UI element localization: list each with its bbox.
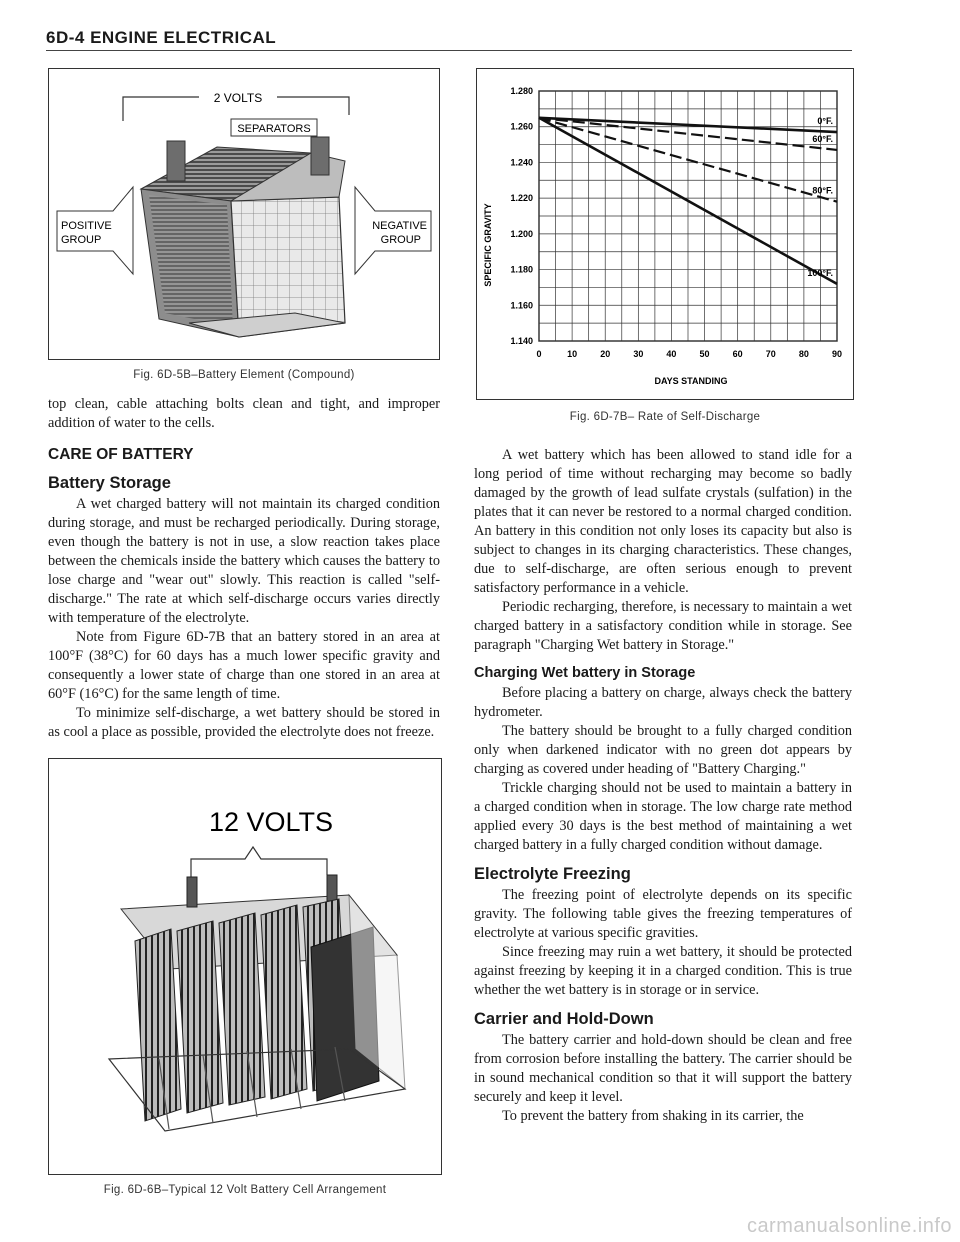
right-paragraph-7: Since freezing may ruin a wet battery, it should be protected against freezing by keeping it in a charged condition. This is true whether the wet battery is in storage or in service. <box>474 944 852 998</box>
x-tick-label: 90 <box>831 349 843 359</box>
x-tick-label: 50 <box>699 349 710 359</box>
figure-6b-caption: Fig. 6D-6B–Typical 12 Volt Battery Cell Arrangement <box>103 1184 387 1196</box>
positive-label-1: POSITIVE <box>61 220 112 232</box>
figure-12-volt-cells <box>48 758 442 1175</box>
storage-paragraph-3: To minimize self-discharge, a wet battery should be stored in as cool a place as possible, provided the electrolyte does not freeze. <box>48 705 440 740</box>
x-tick-label: 30 <box>633 349 644 359</box>
figure-self-discharge-chart <box>476 68 854 400</box>
x-tick-label: 60 <box>732 349 743 359</box>
header-rule <box>46 50 852 51</box>
storage-paragraph-2: Note from Figure 6D-7B that an battery stored in an area at 100°F (38°C) for 60 days has a much lower specific gravity and consequently a lower state of charge than one stored in an area at 60°F (16°C) for the same length of time. <box>48 629 440 702</box>
cell-arrangement-illustration <box>49 759 441 1174</box>
negative-label-2: GROUP <box>380 234 421 246</box>
x-tick-label: 80 <box>798 349 809 359</box>
series-label: 60°F. <box>812 133 833 144</box>
y-tick-label: 1.200 <box>510 228 533 239</box>
y-tick-label: 1.220 <box>510 193 533 204</box>
y-axis-label: SPECIFIC GRAVITY <box>483 203 493 287</box>
series-label: 0°F. <box>817 116 833 127</box>
x-tick-label: 70 <box>765 349 776 359</box>
figure-7b-caption: Fig. 6D-7B– Rate of Self-Discharge <box>569 411 761 423</box>
x-tick-label: 0 <box>536 349 542 359</box>
figure-battery-element <box>48 68 440 360</box>
y-tick-label: 1.280 <box>510 86 533 96</box>
x-tick-label: 20 <box>600 349 611 359</box>
right-column <box>474 446 852 1126</box>
x-tick-label: 10 <box>567 349 578 359</box>
right-paragraph-9: To prevent the battery from shaking in its carrier, the <box>502 1108 804 1124</box>
storage-paragraph-1: A wet charged battery will not maintain its charged condition during storage, and must be recharged periodically. During storage, even though the battery is not in use, a slow reaction takes place between the chemicals inside the battery which causes the battery to lose charge and "wear out" slowly. This reaction is called "self-discharge." The rate at which self-discharge occurs varies directly with temperature of the electrolyte. <box>48 496 440 626</box>
positive-label-2: GROUP <box>61 234 102 246</box>
page-header: 6D-4 ENGINE ELECTRICAL <box>46 28 277 47</box>
right-paragraph-1: A wet battery which has been allowed to stand idle for a long period of time without recharging may become so badly damaged by the growth of lead sulfate crystals (sulfation) in the plates that it can never be restored to a normal charged condition. An battery in this condition not only loses its capacity but also is subject to changes in its charging characteristics. These changes, due to self-discharge, are often serious enough to prevent satisfactory performance in a vehicle. <box>474 447 852 596</box>
x-tick-label: 40 <box>666 349 677 359</box>
right-paragraph-5: Trickle charging should not be used to maintain a battery in a charged condition when in storage. The low charge rate method applied every 30 days is the best method of maintaining a wet charged battery in a fully charged condition without damage. <box>474 780 852 853</box>
separators-label: SEPARATORS <box>237 123 311 135</box>
storage-heading: Battery Storage <box>48 474 171 492</box>
right-paragraph-2: Periodic recharging, therefore, is necessary to maintain a wet charged battery in a satisfactory condition while in storage. See paragraph "Charging Wet battery in Storage." <box>474 599 852 653</box>
y-tick-label: 1.260 <box>510 121 533 132</box>
y-tick-label: 1.140 <box>510 336 533 346</box>
x-axis-label: DAYS STANDING <box>654 376 728 386</box>
right-paragraph-4: The battery should be brought to a fully charged condition only when darkened indicator with no green dot appears by charging as covered under heading of "Battery Charging." <box>474 723 852 777</box>
freezing-heading: Electrolyte Freezing <box>474 865 631 883</box>
battery-element-illustration <box>49 69 439 359</box>
y-tick-label: 1.160 <box>510 300 533 311</box>
right-paragraph-8: The battery carrier and hold-down should be clean and free from corrosion before installing the battery. The carrier should be in sound mechanical condition so that it will support the battery securely and keep it level. <box>474 1032 852 1105</box>
care-heading: CARE OF BATTERY <box>48 446 194 463</box>
watermark: carmanualsonline.info <box>746 1215 952 1237</box>
carrier-heading: Carrier and Hold-Down <box>474 1010 654 1028</box>
twelve-volts-label: 12 VOLTS <box>208 807 334 837</box>
left-column <box>48 395 440 742</box>
y-tick-label: 1.240 <box>510 157 533 168</box>
series-label: 80°F. <box>812 185 833 196</box>
right-paragraph-6: The freezing point of electrolyte depends on its specific gravity. The following table gives the freezing temperatures of electrolyte at various specific gravities. <box>474 887 852 941</box>
intro-paragraph: top clean, cable attaching bolts clean and tight, and improper addition of water to the cells. <box>48 396 440 431</box>
series-label: 100°F. <box>807 267 833 278</box>
negative-label-1: NEGATIVE <box>372 220 427 232</box>
volts-label: 2 VOLTS <box>213 91 263 105</box>
right-paragraph-3: Before placing a battery on charge, always check the battery hydrometer. <box>474 685 852 720</box>
charging-heading: Charging Wet battery in Storage <box>474 665 696 681</box>
y-tick-label: 1.180 <box>510 264 533 275</box>
figure-5b-caption: Fig. 6D-5B–Battery Element (Compound) <box>133 369 355 381</box>
self-discharge-chart <box>477 69 853 399</box>
